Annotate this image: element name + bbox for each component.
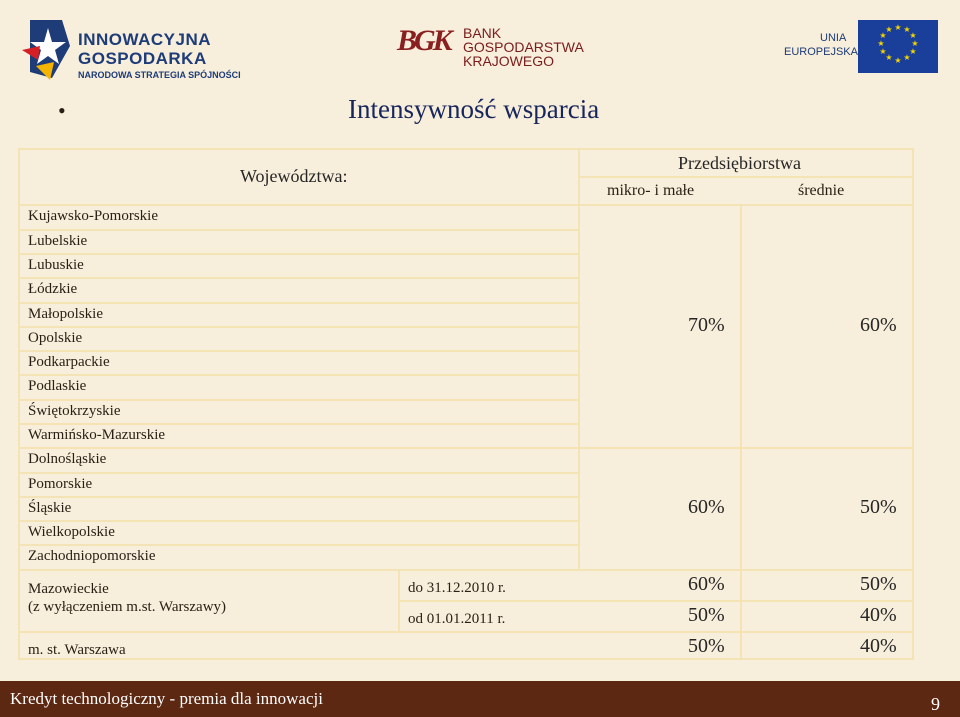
grid-line — [18, 631, 914, 633]
grid-line — [18, 229, 578, 231]
svg-text:★: ★ — [909, 47, 917, 56]
header-regions: Województwa: — [240, 166, 348, 186]
svg-text:★: ★ — [885, 25, 893, 34]
support-intensity-table — [18, 148, 914, 660]
bgk-line1: BANK — [463, 25, 502, 41]
grid-line — [398, 569, 400, 631]
innowacyjna-gospodarka-logo — [22, 16, 242, 82]
footer-bar — [0, 681, 960, 717]
region-name: Warmińsko-Mazurskie — [28, 427, 166, 443]
grid-line — [578, 176, 914, 178]
grid-line — [18, 423, 578, 425]
grid-line — [18, 253, 578, 255]
period-label: od 01.01.2011 r. — [408, 611, 506, 627]
grid-line — [398, 600, 914, 602]
svg-text:★: ★ — [903, 25, 911, 34]
grid-line — [18, 148, 914, 150]
region-name: Mazowieckie — [28, 581, 109, 597]
period-label: do 31.12.2010 r. — [408, 580, 506, 596]
region-name: Śląskie — [28, 500, 72, 516]
svg-text:★: ★ — [911, 39, 919, 48]
grid-line — [18, 569, 914, 571]
svg-text:★: ★ — [894, 23, 902, 32]
svg-text:★: ★ — [894, 56, 902, 65]
region-name: Dolnośląskie — [28, 451, 107, 467]
region-name: Pomorskie — [28, 476, 93, 492]
svg-text:★: ★ — [879, 31, 887, 40]
header-medium: średnie — [798, 182, 845, 199]
region-name: m. st. Warszawa — [28, 642, 126, 658]
grid-line — [18, 399, 578, 401]
warszawa-small-value: 50% — [688, 635, 725, 657]
eu-line2: EUROPEJSKA — [784, 46, 858, 58]
ig-star-icon — [22, 16, 74, 82]
warszawa-medium-value: 40% — [860, 635, 897, 657]
region-name: Podlaskie — [28, 378, 87, 394]
group2-small-value: 60% — [688, 496, 725, 518]
svg-text:★: ★ — [879, 47, 887, 56]
svg-text:★: ★ — [885, 53, 893, 62]
ig-line3: NARODOWA STRATEGIA SPÓJNOŚCI — [78, 70, 241, 80]
region-name: Lubelskie — [28, 233, 88, 249]
header-small: mikro- i małe — [607, 182, 695, 199]
header-enterprises: Przedsiębiorstwa — [678, 153, 801, 173]
region-name: Kujawsko-Pomorskie — [28, 208, 158, 224]
bgk-line3: KRAJOWEGO — [463, 53, 555, 69]
grid-line — [18, 277, 578, 279]
period2-medium-value: 40% — [860, 604, 897, 626]
period1-small-value: 60% — [688, 573, 725, 595]
group1-medium-value: 60% — [860, 314, 897, 336]
eu-flag-icon — [858, 20, 938, 73]
region-name: Podkarpackie — [28, 354, 110, 370]
svg-text:★: ★ — [877, 39, 885, 48]
page-number: 9 — [931, 694, 940, 714]
ig-line2: GOSPODARKA — [78, 49, 207, 68]
period1-medium-value: 50% — [860, 573, 897, 595]
ig-line1: INNOWACYJNA — [78, 30, 212, 49]
grid-line — [578, 148, 580, 569]
region-note: (z wyłączeniem m.st. Warszawy) — [28, 599, 227, 615]
region-name: Zachodniopomorskie — [28, 548, 156, 564]
bullet: • — [58, 98, 66, 123]
grid-line — [18, 520, 578, 522]
region-name: Wielkopolskie — [28, 524, 115, 540]
eu-line1: UNIA — [820, 32, 847, 44]
group1-small-value: 70% — [688, 314, 725, 336]
svg-text:★: ★ — [909, 31, 917, 40]
region-name: Lubuskie — [28, 257, 84, 273]
grid-line — [912, 148, 914, 660]
bgk-logo — [397, 24, 597, 72]
grid-line — [18, 544, 578, 546]
eu-logo — [780, 20, 940, 72]
footer-text: Kredyt technologiczny - premia dla innowacji — [10, 689, 323, 708]
grid-line — [18, 350, 578, 352]
svg-text:★: ★ — [903, 53, 911, 62]
bgk-monogram: BGK — [397, 24, 450, 57]
bgk-line2: GOSPODARSTWA — [463, 39, 584, 55]
group2-medium-value: 50% — [860, 496, 897, 518]
region-name: Świętokrzyskie — [28, 403, 121, 419]
grid-line — [18, 374, 578, 376]
grid-line — [18, 148, 20, 660]
period2-small-value: 50% — [688, 604, 725, 626]
grid-line — [18, 658, 914, 660]
grid-line — [18, 302, 578, 304]
grid-line — [18, 447, 914, 449]
region-name: Małopolskie — [28, 306, 103, 322]
page-title: Intensywność wsparcia — [348, 94, 600, 124]
grid-line — [18, 472, 578, 474]
region-name: Opolskie — [28, 330, 83, 346]
grid-line — [740, 204, 742, 660]
grid-line — [18, 496, 578, 498]
grid-line — [18, 326, 578, 328]
region-name: Łódzkie — [28, 281, 78, 297]
grid-line — [18, 204, 914, 206]
